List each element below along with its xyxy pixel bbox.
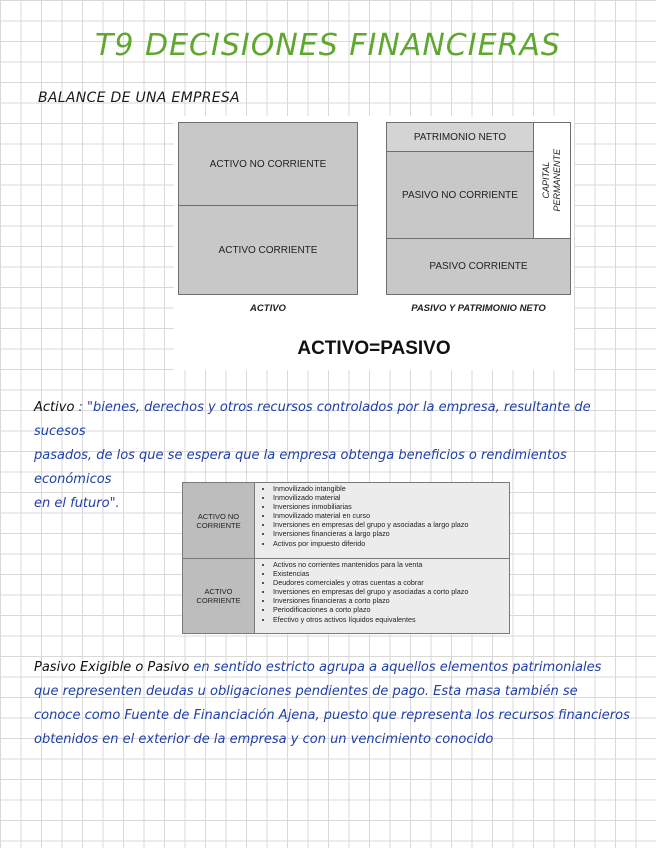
row-category xyxy=(183,483,255,558)
pasivo-column-label: PASIVO Y PATRIMONIO NETO xyxy=(411,303,546,314)
list-item: • Inmovilizado intangible xyxy=(273,484,468,493)
activo-corriente-block xyxy=(178,205,358,295)
activo-term: Activo xyxy=(34,400,75,415)
list-item: • Existencias xyxy=(273,569,468,578)
pasivo-no-corriente-label: PASIVO NO CORRIENTE xyxy=(402,189,518,201)
list-item: • Inversiones en empresas del grupo y asociadas a largo plazo xyxy=(273,520,468,529)
patrimonio-neto-label: PATRIMONIO NETO xyxy=(413,131,507,143)
table-row xyxy=(183,483,509,559)
item-list xyxy=(255,560,468,624)
activo-no-corriente-block xyxy=(178,122,358,206)
pasivo-definition-line3: conoce como Fuente de Financiación Ajena, puesto que representa los recursos financieros xyxy=(34,708,630,723)
category-line2: CORRIENTE xyxy=(196,596,241,605)
list-item: • Inmovilizado material xyxy=(273,493,468,502)
list-item: • Inversiones inmobiliarias xyxy=(273,502,468,511)
list-item: • Efectivo y otros activos líquidos equivalentes xyxy=(273,615,468,624)
category-line1: ACTIVO xyxy=(204,587,233,596)
pasivo-definition-line2: que representen deudas u obligaciones pendientes de pago. Esta masa también se xyxy=(34,684,578,699)
row-category xyxy=(183,559,255,633)
category-line1: ACTIVO NO xyxy=(197,511,240,521)
item-list xyxy=(255,484,468,548)
balance-diagram xyxy=(174,116,574,370)
pasivo-definition-text1: en sentido estricto agrupa a aquellos elementos patrimoniales xyxy=(193,660,602,675)
assets-table xyxy=(182,482,510,634)
activo-definition-line3: en el futuro". xyxy=(34,496,120,511)
list-item: • Periodificaciones a corto plazo xyxy=(273,605,468,614)
pasivo-definition-line1 xyxy=(34,656,634,680)
balance-equation: ACTIVO=PASIVO xyxy=(297,338,451,359)
pasivo-term: Pasivo Exigible o Pasivo xyxy=(34,660,190,675)
pasivo-corriente-block xyxy=(386,238,571,295)
list-item: • Inversiones financieras a corto plazo xyxy=(273,596,468,605)
capital-label-line1: CAPITAL xyxy=(541,162,551,199)
pasivo-definition-line4: obtenidos en el exterior de la empresa y con un vencimiento conocido xyxy=(34,732,494,747)
activo-definition-line1 xyxy=(34,396,634,444)
capital-label-line2: PERMANENTE xyxy=(552,149,562,212)
page-title: T9 DECISIONES FINANCIERAS xyxy=(95,28,561,63)
pasivo-definition xyxy=(34,656,634,752)
pasivo-no-corriente-block xyxy=(386,151,534,239)
list-item: • Inversiones financieras a largo plazo xyxy=(273,529,468,538)
activo-definition-text1: : "bienes, derechos y otros recursos controlados por la empresa, resultante de sucesos xyxy=(34,400,591,439)
activo-definition-line2: pasados, de los que se espera que la empresa obtenga beneficios o rendimientos económicos xyxy=(34,448,567,487)
list-item: • Activos por impuesto diferido xyxy=(273,539,468,548)
category-line2: CORRIENTE xyxy=(196,520,241,530)
capital-permanente-block xyxy=(533,122,571,239)
table-row xyxy=(183,559,509,633)
section-subtitle: BALANCE DE UNA EMPRESA xyxy=(38,90,240,106)
pasivo-corriente-label: PASIVO CORRIENTE xyxy=(429,261,528,272)
list-item: • Inversiones en empresas del grupo y asociadas a corto plazo xyxy=(273,587,468,596)
activo-no-corriente-label: ACTIVO NO CORRIENTE xyxy=(209,158,327,170)
capital-permanente-label xyxy=(541,149,563,212)
list-item: • Activos no corrientes mantenidos para la venta xyxy=(273,560,468,569)
patrimonio-neto-block xyxy=(386,122,534,152)
activo-column-label: ACTIVO xyxy=(250,303,286,314)
activo-corriente-label: ACTIVO CORRIENTE xyxy=(218,244,318,256)
list-item: • Deudores comerciales y otras cuentas a cobrar xyxy=(273,578,468,587)
list-item: • Inmovilizado material en curso xyxy=(273,511,468,520)
